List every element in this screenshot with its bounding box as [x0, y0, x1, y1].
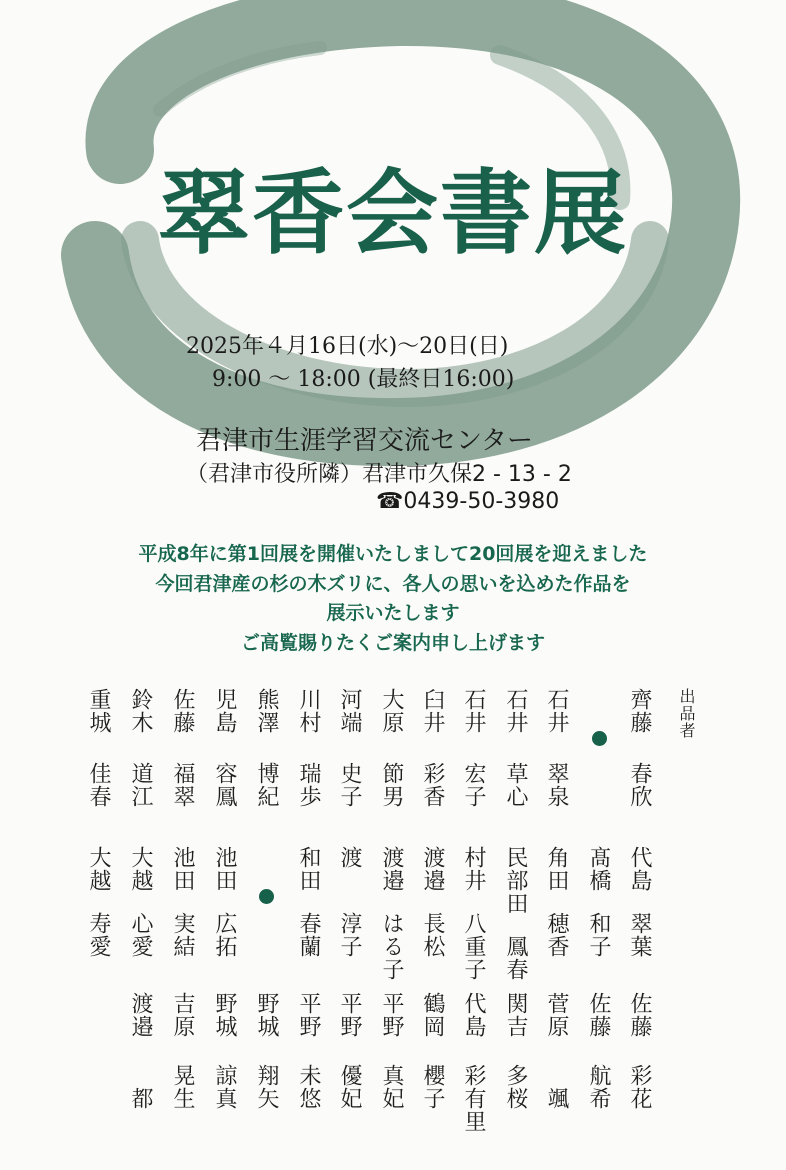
exhibitor-surname: 佐藤: [586, 992, 611, 1038]
exhibitor-surname: 鈴木: [128, 688, 153, 734]
exhibitor-given-name: 鳳春: [503, 935, 528, 981]
exhibitor-given-name: 颯: [544, 1087, 569, 1110]
exhibitor-given-name: 晃生: [170, 1064, 195, 1110]
exhibitor-surname: 川村: [296, 688, 321, 734]
exhibitor-surname: 大越: [86, 846, 111, 892]
exhibitor-given-name: 瑞歩: [296, 762, 321, 808]
exhibitor-surname: 平野: [337, 992, 362, 1038]
exhibitor-surname: 渡邉: [379, 846, 404, 892]
message-line: 今回君津産の杉の木ズリに、各人の思いを込めた作品を: [155, 572, 631, 595]
exhibitor-given-name: 真妃: [379, 1064, 404, 1110]
exhibitor-given-name: 櫻子: [420, 1064, 445, 1110]
event-schedule: [186, 330, 514, 396]
exhibitor-surname: 代島: [627, 846, 652, 892]
exhibitor-given-name: 翔矢: [254, 1064, 279, 1110]
exhibitor-given-name: 容鳳: [212, 762, 237, 808]
exhibitor-given-name: 穂香: [544, 912, 569, 958]
exhibitor-given-name: 寿愛: [86, 912, 111, 958]
exhibitor-surname: 石井: [503, 688, 528, 734]
exhibitor-given-name: 節男: [379, 762, 404, 808]
exhibitor-given-name: 未悠: [296, 1064, 321, 1110]
exhibitor-given-name: 翠泉: [544, 762, 569, 808]
exhibitor-given-name: 春欣: [627, 762, 652, 808]
exhibitor-surname: 臼井: [420, 688, 445, 734]
exhibitor-surname: 民部田: [503, 846, 528, 915]
exhibitor-surname: 関吉: [503, 992, 528, 1038]
exhibitor-given-name: 航希: [586, 1064, 611, 1110]
exhibitor-given-name: 広拓: [212, 912, 237, 958]
exhibitor-surname: 鶴岡: [420, 992, 445, 1038]
venue-address: （君津市役所隣）君津市久保2 - 13 - 2: [186, 462, 572, 487]
exhibitor-surname: 池田: [212, 846, 237, 892]
exhibitor-given-name: 春蘭: [296, 912, 321, 958]
exhibitor-surname: 渡: [337, 846, 362, 869]
exhibitor-surname: 齊藤: [627, 688, 652, 734]
exhibitor-given-name: 淳子: [337, 912, 362, 958]
exhibitor-given-name: 彩花: [627, 1064, 652, 1110]
exhibitor-given-name: 多桜: [503, 1064, 528, 1110]
exhibitor-given-name: 都: [128, 1087, 153, 1110]
exhibitor-surname: 代島: [461, 992, 486, 1038]
exhibitor-surname: 池田: [170, 846, 195, 892]
exhibition-title: 翠香会書展: [157, 160, 628, 267]
exhibitor-given-name: 佳春: [86, 762, 111, 808]
exhibitor-given-name: 草心: [503, 762, 528, 808]
exhibitor-surname: 熊澤: [254, 688, 279, 734]
separator-dot: [259, 889, 274, 904]
exhibitor-surname: 石井: [544, 688, 569, 734]
exhibitor-surname: 野城: [254, 992, 279, 1038]
exhibitor-given-name: 史子: [337, 762, 362, 808]
invitation-message: [0, 540, 786, 658]
exhibitor-surname: 重城: [86, 688, 111, 734]
exhibitor-given-name: 優妃: [337, 1064, 362, 1110]
exhibitor-given-name: 和子: [586, 912, 611, 958]
event-dates: 2025年４月16日(水)～20日(日): [186, 334, 509, 359]
event-hours: 9:00 ～ 18:00 (最終日16:00): [212, 367, 515, 392]
exhibitor-given-name: 道江: [128, 762, 153, 808]
exhibitor-surname: 平野: [296, 992, 321, 1038]
exhibitor-surname: 大原: [379, 688, 404, 734]
message-line: 展示いたします: [326, 602, 460, 624]
exhibitor-given-name: 宏子: [461, 762, 486, 808]
exhibitor-given-name: 八重子: [461, 912, 486, 981]
exhibitor-surname: 髙橋: [586, 846, 611, 892]
exhibitor-given-name: 実結: [170, 912, 195, 958]
exhibitor-surname: 渡邉: [420, 846, 445, 892]
exhibitor-surname: 大越: [128, 846, 153, 892]
exhibitor-given-name: はる子: [379, 912, 404, 981]
exhibitor-surname: 河端: [337, 688, 362, 734]
exhibitor-surname: 児島: [212, 688, 237, 734]
exhibitor-surname: 佐藤: [170, 688, 195, 734]
exhibitor-given-name: 諒真: [212, 1064, 237, 1110]
exhibitor-given-name: 翠葉: [627, 912, 652, 958]
exhibitor-surname: 角田: [544, 846, 569, 892]
exhibitor-given-name: 彩有里: [461, 1064, 486, 1133]
exhibitor-surname: 佐藤: [627, 992, 652, 1038]
exhibitor-surname: 石井: [461, 688, 486, 734]
exhibitors-label: 出品者: [677, 688, 696, 739]
exhibitor-given-name: 彩香: [420, 762, 445, 808]
exhibitor-surname: 和田: [296, 846, 321, 892]
exhibitor-given-name: 長松: [420, 912, 445, 958]
exhibitor-surname: 平野: [379, 992, 404, 1038]
separator-dot: [592, 731, 607, 746]
exhibitor-given-name: 博紀: [254, 762, 279, 808]
venue-name: 君津市生涯学習交流センター: [196, 426, 533, 456]
message-line: 平成8年に第1回展を開催いたしまして20回展を迎えました: [138, 543, 648, 565]
exhibitor-surname: 野城: [212, 992, 237, 1038]
exhibitor-surname: 吉原: [170, 992, 195, 1038]
venue-phone: ☎0439-50-3980: [376, 489, 560, 514]
exhibitor-surname: 菅原: [544, 992, 569, 1038]
exhibitor-given-name: 福翠: [170, 762, 195, 808]
exhibitor-surname: 渡邉: [128, 992, 153, 1038]
message-line: ご高覧賜りたくご案内申し上げます: [240, 631, 545, 654]
exhibitor-surname: 村井: [461, 846, 486, 892]
exhibitor-given-name: 心愛: [128, 912, 153, 958]
